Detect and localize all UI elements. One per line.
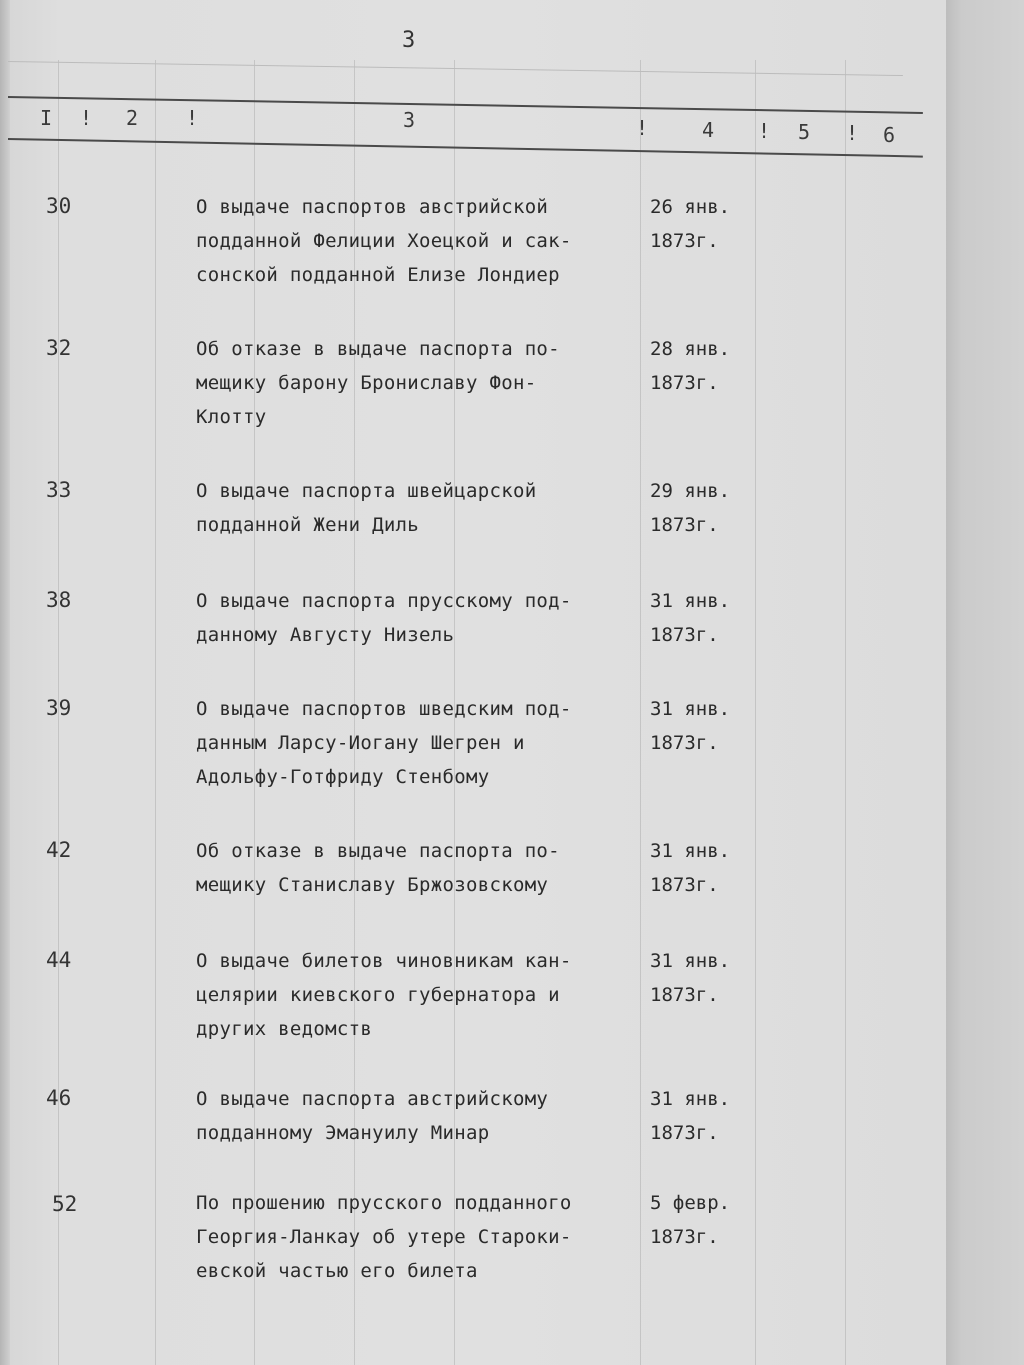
description-line: О выдаче паспорта прусскому под- [196,590,572,612]
description-line: Клотту [196,406,267,428]
date-line: 31 янв. [650,950,731,972]
date-line: 26 янв. [650,196,731,218]
date-line: 31 янв. [650,840,731,862]
entry-date [650,834,760,902]
date-line: 1873г. [650,984,719,1006]
entry-description [196,190,636,292]
date-line: 5 февр. [650,1192,731,1214]
header-separator: ! [758,119,771,143]
description-line: О выдаче билетов чиновникам кан- [196,950,572,972]
date-line: 1873г. [650,230,719,252]
entry-number: 30 [46,194,72,218]
date-line: 29 янв. [650,480,731,502]
entry-description [196,944,636,1046]
description-line: Георгия-Ланкау об утере Староки- [196,1226,572,1248]
description-line: О выдаче паспортов шведским под- [196,698,572,720]
description-line: По прошению прусского подданного [196,1192,572,1214]
entry-description [196,332,636,434]
header-separator: ! [80,106,93,130]
header-separator: ! [846,121,859,145]
entry-description [196,584,636,652]
header-col-5: 5 [798,120,811,144]
description-line: целярии киевского губернатора и [196,984,560,1006]
entry-description [196,834,636,902]
description-line: Адольфу-Готфриду Стенбому [196,766,490,788]
header-col-3: 3 [403,108,416,132]
date-line: 1873г. [650,1122,719,1144]
binding-edge [0,0,10,1365]
header-separator: ! [186,106,199,130]
description-line: подданной Жени Диль [196,514,420,536]
description-line: других ведомств [196,1018,373,1040]
entry-date [650,1082,760,1150]
entry-number: 46 [46,1086,72,1110]
entry-date [650,474,760,542]
entry-number: 32 [46,336,72,360]
date-line: 1873г. [650,732,719,754]
description-line: данным Ларсу-Иогану Шегрен и [196,732,525,754]
date-line: 31 янв. [650,1088,731,1110]
entry-number: 44 [46,948,72,972]
description-line: О выдаче паспортов австрийской [196,196,549,218]
entry-date [650,584,760,652]
description-line: мещику барону Брониславу Фон- [196,372,537,394]
header-col-4: 4 [702,118,715,142]
entry-description [196,1082,636,1150]
description-line: подданному Эмануилу Минар [196,1122,490,1144]
header-separator: ! [636,116,649,140]
entry-number: 38 [46,588,72,612]
page-number: 3 [402,28,416,53]
entry-date [650,944,760,1012]
date-line: 31 янв. [650,590,731,612]
description-line: О выдаче паспорта швейцарской [196,480,537,502]
description-line: данному Августу Низель [196,624,455,646]
date-line: 1873г. [650,1226,719,1248]
header-col-2: 2 [126,106,139,130]
entry-date [650,332,760,400]
description-line: О выдаче паспорта австрийскому [196,1088,549,1110]
description-line: евской частью его билета [196,1260,478,1282]
date-line: 1873г. [650,514,719,536]
header-col-6: 6 [883,123,896,147]
entry-number: 39 [46,696,72,720]
description-line: подданной Фелиции Хоецкой и сак- [196,230,572,252]
description-line: Об отказе в выдаче паспорта по- [196,840,560,862]
entry-description [196,692,636,794]
date-line: 1873г. [650,372,719,394]
entry-date [650,190,760,258]
entry-description [196,1186,636,1288]
column-divider [640,60,641,1365]
entry-description [196,474,636,542]
column-divider [845,60,846,1365]
description-line: мещику Станиславу Бржозовскому [196,874,549,896]
date-line: 1873г. [650,874,719,896]
entry-number: 33 [46,478,72,502]
entry-number: 42 [46,838,72,862]
date-line: 28 янв. [650,338,731,360]
column-divider [155,60,156,1365]
date-line: 1873г. [650,624,719,646]
date-line: 31 янв. [650,698,731,720]
description-line: сонской подданной Елизе Лондиер [196,264,560,286]
header-col-1: I [40,106,53,130]
adjacent-sheet [946,0,1024,1365]
entry-date [650,1186,760,1254]
entry-date [650,692,760,760]
description-line: Об отказе в выдаче паспорта по- [196,338,560,360]
entry-number: 52 [52,1192,78,1216]
